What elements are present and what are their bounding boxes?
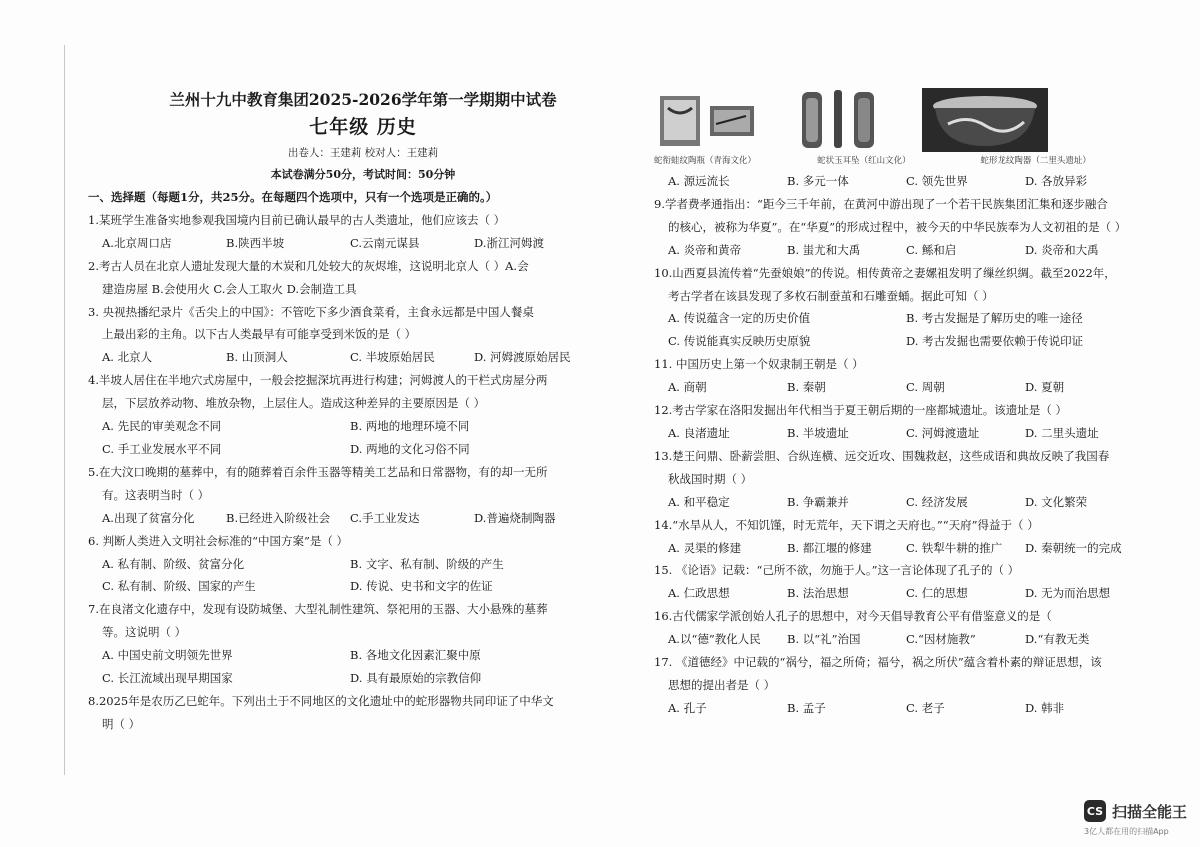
answer-option: C. 仁的思想 — [906, 586, 968, 601]
answer-option: D. 具有最原始的宗教信仰 — [350, 671, 482, 686]
image-captions — [654, 154, 1144, 168]
answer-option: D. 传说、史书和文字的佐证 — [350, 579, 493, 594]
dragon-pottery-image — [920, 88, 1050, 152]
answer-option: A. 孔子 — [668, 700, 707, 715]
brand-tagline: 3亿人都在用的扫描App — [1084, 827, 1169, 836]
question-stem: 1.某班学生准备实地参观我国境内目前已确认最早的古人类遗址，他们应该去（ ） — [88, 212, 506, 227]
answer-option: B.已经进入阶级社会 — [226, 510, 331, 525]
answer-option: D. 河姆渡原始居民 — [474, 350, 571, 365]
options-row — [654, 307, 1144, 330]
answer-option: C. 传说能真实反映历史原貌 — [668, 334, 811, 349]
question-continuation: 的核心，被称为华夏”。在“华夏”的形成过程中，被今天的中华民族奉为人文初祖的是（ ） — [668, 219, 1127, 234]
question-stem: 4.半坡人居住在半地穴式房屋中，一般会挖掘深坑再进行构建；河姆渡人的干栏式房屋分两 — [88, 373, 548, 388]
exam-subtitle: 七年级 历史 — [309, 116, 417, 138]
right-column — [654, 88, 1144, 720]
answer-option: D. 考古发掘也需要依赖于传说印证 — [906, 334, 1084, 349]
question-stem: 3. 央视热播纪录片《舌尖上的中国》：不管吃下多少酒食菜肴，主食永远都是中国人餐桌 — [88, 304, 534, 319]
question-continuation: 有。这表明当时（ ） — [102, 487, 210, 502]
artifact-images — [654, 88, 1144, 152]
answer-option: A. 仁政思想 — [668, 586, 730, 601]
question-continuation: 秋战国时期（ ） — [668, 471, 753, 486]
brand-name: 扫描全能王 — [1112, 802, 1188, 821]
answer-option: C.云南元谋县 — [350, 235, 420, 250]
answer-option: C. 周朝 — [906, 380, 945, 395]
answer-option: A. 先民的审美观念不同 — [102, 419, 222, 434]
caption-2: 蛇状玉耳坠（红山文化） — [817, 156, 911, 166]
binding-line — [64, 45, 65, 775]
answer-option: D. 秦朝统一的完成 — [1025, 540, 1122, 555]
answer-option: A. 良渚遗址 — [668, 425, 730, 440]
left-questions — [88, 209, 598, 736]
question-continuation: 层，下层放养动物、堆放杂物，上层住人。造成这种差异的主要原因是（ ） — [102, 396, 486, 411]
answer-option: B. 多元一体 — [787, 174, 849, 188]
answer-option: B. 孟子 — [787, 700, 826, 715]
options-row — [654, 697, 1144, 720]
answer-option: D. 无为而治思想 — [1025, 586, 1111, 601]
section-heading: 一、选择题（每题1分，共25分。在每题四个选项中，只有一个选项是正确的。） — [88, 190, 498, 204]
answer-option: D. 夏朝 — [1025, 380, 1065, 395]
answer-option: D. 炎帝和大禹 — [1025, 242, 1099, 257]
answer-option: B. 以“礼”治国 — [787, 632, 861, 647]
question-stem: 9.学者费孝通指出：“距今三千年前，在黄河中游出现了一个若干民族集团汇集和逐步融合 — [654, 196, 1108, 211]
snake-pottery-image — [654, 88, 764, 152]
camscanner-logo — [1084, 800, 1187, 822]
answer-option: D. 两地的文化习俗不同 — [350, 441, 470, 456]
answer-option: B. 两地的地理环境不同 — [350, 419, 470, 434]
options-row — [88, 667, 598, 690]
answer-option: D.浙江河姆渡 — [474, 235, 544, 250]
question-continuation: 考古学者在该县发现了多枚石制蚕茧和石雕蚕蛹。据此可知（ ） — [668, 288, 994, 303]
question-continuation: 思想的提出者是（ ） — [668, 677, 776, 692]
answer-option: D. 韩非 — [1025, 700, 1065, 715]
question-continuation: 明（ ） — [102, 716, 141, 731]
answer-option: C.手工业发达 — [350, 510, 420, 525]
answer-option: B. 都江堰的修建 — [787, 540, 872, 555]
answer-option: A. 北京人 — [102, 350, 153, 365]
options-row — [88, 438, 598, 461]
options-row — [654, 422, 1144, 445]
answer-option: A. 私有制、阶级、贫富分化 — [102, 556, 245, 571]
options-row — [654, 170, 1144, 193]
answer-option: B. 文字、私有制、阶级的产生 — [350, 556, 504, 571]
question-stem: 6. 判断人类进入文明社会标准的“中国方案”是（ ） — [88, 533, 349, 548]
options-row — [88, 346, 598, 369]
options-row — [654, 582, 1144, 605]
answer-option: D. 文化繁荣 — [1025, 494, 1088, 509]
question-stem: 10.山西夏县流传着“先蚕娘娘”的传说。相传黄帝之妻嫘祖发明了缫丝织绸。截至2022年， — [654, 265, 1116, 280]
answer-option: C. 铁犁牛耕的推广 — [906, 540, 1003, 555]
answer-option: D. 二里头遗址 — [1025, 425, 1099, 440]
caption-3: 蛇形龙纹陶器（二里头遗址） — [980, 156, 1091, 166]
left-column — [88, 88, 598, 736]
answer-option: B. 山顶洞人 — [226, 350, 288, 365]
options-row — [88, 232, 598, 255]
jade-earring-image — [792, 88, 892, 152]
answer-option: D.普遍烧制陶器 — [474, 510, 556, 525]
question-stem: 13.楚王问鼎、卧薪尝胆、合纵连横、远交近攻、围魏救赵，这些成语和典故反映了我国春 — [654, 448, 1110, 463]
answer-option: A.以“德”教化人民 — [668, 632, 761, 647]
exam-info: 本试卷满分50分，考试时间：50分钟 — [270, 168, 456, 181]
question-stem: 7.在良渚文化遗存中，发现有设防城堡、大型礼制性建筑、祭祀用的玉器、大小悬殊的墓葬 — [88, 602, 548, 617]
answer-option: B. 考古发掘是了解历史的唯一途径 — [906, 311, 1083, 326]
question-stem: 11. 中国历史上第一个奴隶制王朝是（ ） — [654, 357, 864, 372]
answer-option: B. 法治思想 — [787, 586, 849, 601]
answer-option: A. 源远流长 — [668, 174, 730, 188]
cs-icon: CS — [1084, 800, 1106, 822]
options-row — [654, 537, 1144, 560]
answer-option: C. 鲧和启 — [906, 242, 957, 257]
options-row — [88, 415, 598, 438]
options-row — [654, 376, 1144, 399]
options-row — [654, 330, 1144, 353]
answer-option: B. 秦朝 — [787, 380, 826, 395]
caption-1: 蛇衔蛙纹陶瓶（青海文化） — [654, 156, 757, 166]
answer-option: C. 私有制、阶级、国家的产生 — [102, 579, 256, 594]
question-continuation: 建造房屋 B.会使用火 C.会人工取火 D.会制造工具 — [102, 281, 357, 296]
question-stem: 8.2025年是农历乙巳蛇年。下列出土于不同地区的文化遗址中的蛇形器物共同印证了中华文 — [88, 693, 554, 708]
answer-option: A.北京周口店 — [102, 235, 172, 250]
answer-option: D.“有教无类 — [1025, 632, 1090, 647]
answer-option: C. 经济发展 — [906, 494, 968, 509]
answer-option: C. 领先世界 — [906, 174, 968, 188]
answer-option: A. 和平稳定 — [668, 494, 730, 509]
question-stem: 15. 《论语》记载：“己所不欲，勿施于人。”这一言论体现了孔子的（ ） — [654, 563, 1020, 578]
question-stem: 17. 《道德经》中记载的“祸兮，福之所倚；福兮，祸之所伏”蕴含着朴素的辩证思想，该 — [654, 655, 1102, 670]
question-continuation: 等。这说明（ ） — [102, 625, 187, 640]
options-row — [654, 239, 1144, 262]
answer-option: B. 各地文化因素汇聚中原 — [350, 648, 481, 663]
answer-option: A. 炎帝和黄帝 — [668, 242, 742, 257]
exam-title: 兰州十九中教育集团2025-2026学年第一学期期中试卷 — [169, 90, 557, 109]
answer-option: A. 灵渠的修建 — [668, 540, 742, 555]
answer-option: C. 河姆渡遗址 — [906, 425, 980, 440]
answer-option: B. 争霸兼并 — [787, 494, 849, 509]
answer-option: C. 长江流域出现早期国家 — [102, 671, 233, 686]
options-row — [88, 553, 598, 576]
question-stem: 16.古代儒家学派创始人孔子的思想中，对今天倡导教育公平有借鉴意义的是（ — [654, 609, 1052, 624]
question-stem: 2.考古人员在北京人遗址发现大量的木炭和几处较大的灰烬堆，这说明北京人（ ）A.会 — [88, 258, 529, 273]
options-row — [654, 628, 1144, 651]
options-row — [88, 644, 598, 667]
answer-option: A. 传说蕴含一定的历史价值 — [668, 311, 811, 326]
answer-option: A.出现了贫富分化 — [102, 510, 195, 525]
answer-option: B. 蚩尤和大禹 — [787, 242, 861, 257]
exam-authors: 出卷人：王建莉 校对人：王建莉 — [287, 147, 439, 159]
answer-option: D. 各放异彩 — [1025, 174, 1088, 188]
answer-option: C. 半坡原始居民 — [350, 350, 435, 365]
right-questions — [654, 170, 1144, 720]
answer-option: C. 老子 — [906, 700, 945, 715]
question-stem: 12.考古学家在洛阳发掘出年代相当于夏王朝后期的一座都城遗址。该遗址是（ ） — [654, 403, 1067, 418]
options-row — [654, 491, 1144, 514]
answer-option: B. 半坡遗址 — [787, 425, 849, 440]
options-row — [88, 575, 598, 598]
answer-option: C. 手工业发展水平不同 — [102, 441, 222, 456]
answer-option: A. 商朝 — [668, 380, 707, 395]
answer-option: B.陕西半坡 — [226, 235, 285, 250]
options-row — [88, 507, 598, 530]
answer-option: A. 中国史前文明领先世界 — [102, 648, 233, 663]
question-continuation: 上最出彩的主角。以下古人类最早有可能享受到米饭的是（ ） — [102, 327, 417, 342]
question-stem: 14.“水旱从人，不知饥馑，时无荒年，天下谓之天府也。”“天府”得益于（ ） — [654, 517, 1039, 532]
question-stem: 5.在大汶口晚期的墓葬中，有的随葬着百余件玉器等精美工艺品和日常器物，有的却一无所 — [88, 464, 548, 479]
answer-option: C.“因材施教” — [906, 632, 976, 647]
